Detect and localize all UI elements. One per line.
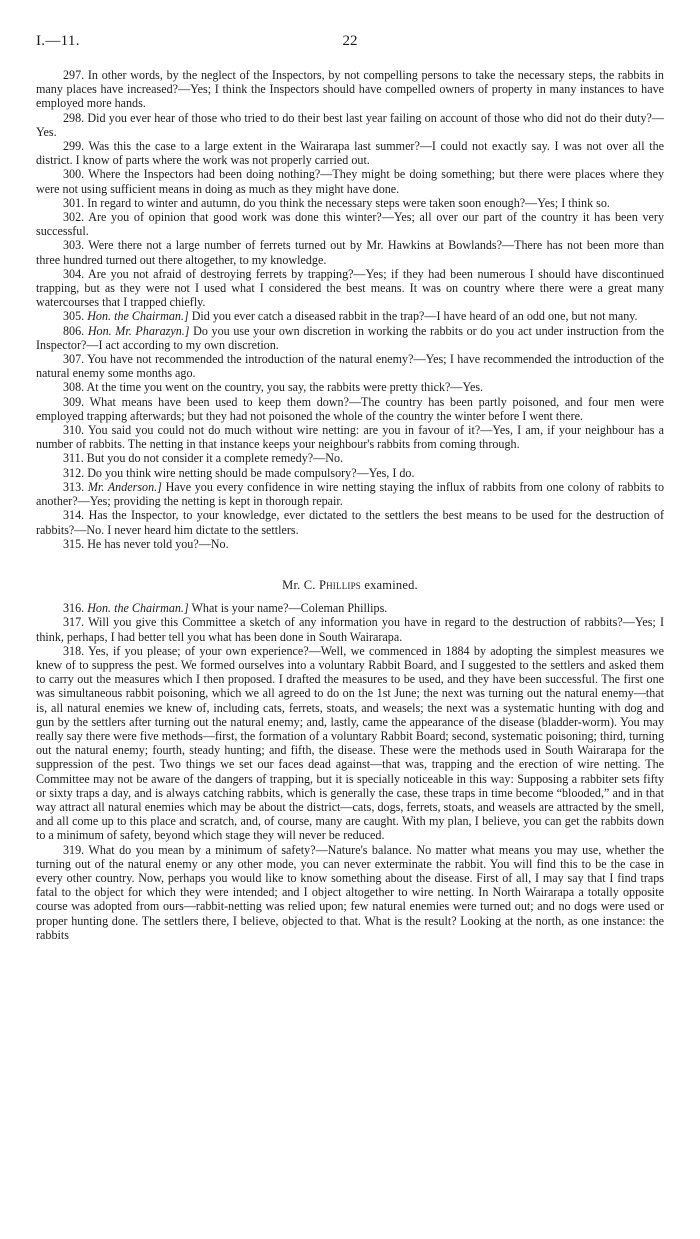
question-text: But you do not consider it a complete remedy?—No. [86, 451, 344, 466]
question-number: 317. [63, 615, 85, 630]
question-text: Did you ever catch a diseased rabbit in the trap?—I have heard of an odd one, but not many. [191, 309, 638, 324]
witness-heading: Mr. C. Phillips examined. [282, 577, 418, 592]
question-number: 303. [63, 238, 85, 253]
question-text: Yes, if you please; of your own experience?—Well, we commenced in 1884 by adopting the simplest measures we knew of to suppress the pest. We formed ourselves into a voluntary Rabbit Board, and I suggested to the settlers and asked them to carry out the measures which I then proposed. I drafted the measures to be used, and they have been successful. The first one was simultaneous rabbit poisoning, which we all agreed to do on the 1st June; the next was turning out the natural enemy—that is, all natural enemies we knew of, including cats, ferrets, stoats, and weasels; the next was a systematic hunting with dog and gun by the settlers after turning out the natural enemy; and, lastly, came the appearance of the disease (bladder-worm). You may really say there were five methods—first, the formation of a voluntary Rabbit Board; second, systematic poisoning; third, turning out the natural enemy; fourth, steady hunting; and fifth, the disease. These were the methods used in South Wairarapa for the suppression of the pest. Two things we set our faces dead against—that was, trapping and the erection of wire netting. The Committee may not be aware of the dangers of trapping, but it is specially noticeable in this way: Supposing a rabbiter sets fifty or sixty traps a day, and is always catching rabbits, which is generally the case, these traps in time become “blooded,” and in that way attract all natural enemies which may be about the district—cats, dogs, ferrets, stoats, and weasels are attracted by the smell, and all come up to this place and scratch, and, of course, many are caught. With my plan, I believe, you can get the rabbits down to a minimum of safety, beyond which stage they will never be reduced. [36, 643, 664, 843]
question-number: 319. [63, 842, 85, 857]
question-paragraph [36, 196, 664, 210]
page-header [36, 34, 664, 68]
question-text: You have not recommended the introduction of the natural enemy?—Yes; I have recommended the introduction of the natural enemy some months ago. [36, 352, 665, 381]
question-text: He has never told you?—No. [87, 536, 229, 551]
question-number: 316. [63, 601, 85, 616]
evidence-section-continued [36, 68, 664, 551]
question-number: 310. [63, 423, 85, 438]
speaker-name: Hon. Mr. Pharazyn.] [87, 323, 190, 338]
speaker-name: Hon. the Chairman.] [87, 601, 189, 616]
question-paragraph [36, 508, 664, 536]
question-number: 314. [63, 508, 85, 523]
question-text: Are you not afraid of destroying ferrets by trapping?—Yes; if they had been numerous I should have discontinued trapping, but as they were not I used what I considered the best means. It was on country where there were a great many watercourses that I trapped chiefly. [36, 266, 664, 310]
question-text: You said you could not do much without wire netting: are you in favour of it?—Yes, I am, if your neighbour has a number of rabbits. The netting in that instance keeps your neighbour's rabbits from coming through. [36, 423, 664, 452]
question-paragraph [36, 309, 664, 323]
question-paragraph [36, 451, 664, 465]
question-paragraph [36, 324, 664, 352]
question-paragraph [36, 210, 664, 238]
question-number: 299. [63, 139, 85, 154]
question-number: 311. [63, 451, 84, 466]
question-paragraph [36, 111, 664, 139]
question-number: 305. [63, 309, 85, 324]
question-text: Do you think wire netting should be made compulsory?—Yes, I do. [87, 465, 415, 480]
question-number: 309. [63, 394, 85, 409]
question-text: Will you give this Committee a sketch of any information you have in regard to the destruction of rabbits?—Yes; I think, perhaps, I had better tell you what has been done in South Wairarapa. [36, 615, 664, 644]
question-text: Have you every confidence in wire netting staying the influx of rabbits from one colony of rabbits to another?—Yes; providing the netting is kept in thorough repair. [36, 479, 665, 509]
question-text: Was this the case to a large extent in the Wairarapa last summer?—I could not exactly say. I was not over all the district. I know of parts where the work was not properly carried out. [36, 139, 664, 168]
question-paragraph [36, 352, 664, 380]
question-number: 308. [63, 380, 85, 395]
speaker-name: Mr. Anderson.] [87, 479, 162, 494]
question-text: Has the Inspector, to your knowledge, ever dictated to the settlers the best means to be used for the destruction of rabbits?—No. I never heard him dictate to the settlers. [36, 508, 664, 537]
question-number: 307. [63, 352, 85, 367]
question-paragraph [36, 238, 664, 266]
question-number: 301. [63, 195, 85, 210]
question-paragraph [36, 843, 664, 942]
question-number: 312. [63, 465, 85, 480]
question-paragraph [36, 480, 664, 508]
question-number: 300. [63, 167, 85, 182]
speaker-name: Hon. the Chairman.] [87, 309, 189, 324]
question-paragraph [36, 267, 664, 310]
question-text: Where the Inspectors had been doing nothing?—They might be doing something; but there were places where they were not using sufficient means in doing as much as they might have done. [36, 167, 664, 196]
question-text: Are you of opinion that good work was done this winter?—Yes; all over our part of the country it has been very successful. [36, 210, 664, 239]
question-text: What means have been used to keep them down?—The country has been partly poisoned, and four men were employed trapping afterwards; but they had not poisoned the whole of the country the winter before I went there. [36, 394, 664, 423]
question-text: In regard to winter and autumn, do you think the necessary steps were taken soon enough?—Yes; I think so. [87, 195, 610, 210]
page-number: 22 [342, 33, 358, 49]
question-paragraph [36, 139, 664, 167]
question-paragraph [36, 423, 664, 451]
evidence-section-phillips [36, 601, 664, 942]
question-text: What is your name?—Coleman Phillips. [191, 601, 388, 616]
question-text: At the time you went on the country, you say, the rabbits were pretty thick?—Yes. [86, 380, 484, 395]
question-number: 313. [63, 479, 85, 494]
question-number: 806. [63, 323, 85, 338]
question-text: Did you ever hear of those who tried to do their best last year failing on account of those who did not do their duty?—Yes. [36, 110, 664, 139]
question-paragraph [36, 68, 664, 111]
witness-name: Phillips [318, 577, 362, 592]
question-number: 315. [63, 536, 85, 551]
question-number: 302. [63, 210, 85, 225]
question-text: Were there not a large number of ferrets turned out by Mr. Hawkins at Bowlands?—There has not been more than three hundred turned out there altogether, to my knowledge. [36, 238, 664, 267]
question-paragraph [36, 644, 664, 843]
question-text: Do you use your own discretion in working the rabbits or do you act under instruction from the Inspector?—I act according to my own discretion. [36, 323, 664, 352]
question-text: What do you mean by a minimum of safety?—Nature's balance. No matter what means you may use, whether the turning out of the natural enemy or any other mode, you can never exterminate the rabbit. You will find this to be the case in every other country. Now, perhaps you would like to know something about the disease. First of all, I may say that I find traps fatal to the object for which they were intended; and I object altogether to wire netting. In North Wairarapa a totally opposite course was adopted from ours—rabbit-netting was relied upon; few natural enemies were turned out; and no dogs were used or proper hunting done. The settlers there, I believe, objected to that. What is the result? Looking at the north, as one instance: the rabbits [36, 842, 664, 942]
question-paragraph [36, 167, 664, 195]
question-paragraph [36, 615, 664, 643]
question-number: 304. [63, 266, 85, 281]
question-paragraph [36, 380, 664, 394]
question-paragraph [36, 466, 664, 480]
question-number: 297. [63, 68, 85, 82]
question-paragraph [36, 395, 664, 423]
question-paragraph [36, 537, 664, 551]
question-number: 298. [63, 110, 85, 125]
document-reference: I.—11. [36, 33, 80, 49]
question-text: In other words, by the neglect of the Inspectors, by not compelling persons to take the necessary steps, the rabbits in many places have increased?—Yes; I think the Inspectors should have compelled owners of property in many instances to have employed more hands. [36, 68, 664, 111]
question-paragraph [36, 601, 664, 615]
question-number: 318. [63, 643, 85, 658]
